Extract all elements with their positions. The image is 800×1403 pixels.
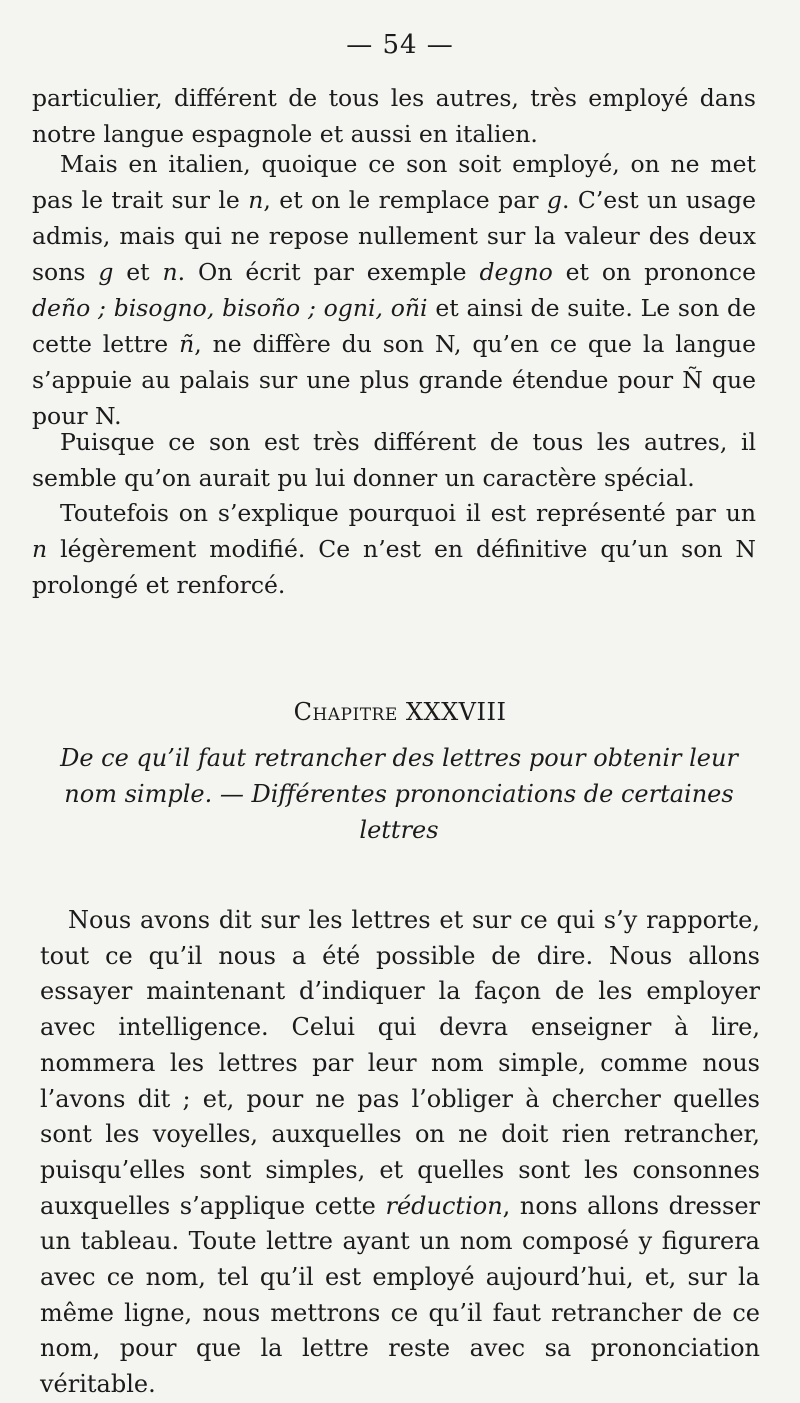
paragraph-2-indent bbox=[32, 150, 60, 178]
p2-example-2: deño ; bisogno, bisoño ; ogni, oñi bbox=[32, 294, 428, 322]
paragraph-5-indent bbox=[40, 906, 68, 934]
p2-letter-ntilde: ñ bbox=[179, 330, 195, 358]
paragraph-2 bbox=[32, 146, 756, 434]
p2-text-h: , ne diffère du son N, qu’en ce que la langue s’appuie au palais sur une plus grande étendue pour Ñ que pour N. bbox=[32, 330, 756, 430]
chapter-heading bbox=[0, 698, 800, 726]
paragraph-5 bbox=[40, 903, 760, 1403]
p2-text-c: . C’est un usage admis, mais qui ne repose nullement sur la valeur des deux sons bbox=[32, 186, 757, 286]
p2-text-d: et bbox=[113, 258, 163, 286]
paragraph-3 bbox=[32, 424, 756, 496]
p5-emphasis: réduction bbox=[385, 1191, 503, 1220]
p5-text-b: , nons allons dresser un tableau. Toute lettre ayant un nom composé y figurera avec ce nom, tel qu’il est employé aujourd’hui, et, sur la même ligne, nous mettrons ce qu’il faut retrancher de ce nom, pour que la lettre reste avec sa prononciation véritable. bbox=[40, 1191, 760, 1399]
p2-text-a: Mais en italien, quoique ce son soit employé, on ne met pas le trait sur le bbox=[32, 150, 756, 214]
p4-letter-n: n bbox=[32, 535, 48, 563]
p2-letter-n: n bbox=[248, 186, 264, 214]
p2-letter-g: g bbox=[546, 186, 562, 214]
p2-text-f: et on prononce bbox=[552, 258, 756, 286]
page-number: — 54 — bbox=[346, 30, 454, 60]
paragraph-3-indent bbox=[32, 428, 60, 456]
chapter-prefix: Chapitre bbox=[293, 698, 398, 726]
p3-text: Puisque ce son est très différent de tous les autres, il semble qu’on aurait pu lui donner un caractère spécial. bbox=[32, 428, 756, 492]
p2-text-b: , et on le remplace par bbox=[263, 186, 547, 214]
p2-letter-g-2: g bbox=[98, 258, 114, 286]
p4-text-a: Toutefois on s’explique pourquoi il est représenté par un bbox=[60, 499, 756, 527]
p2-text-e: . On écrit par exemple bbox=[177, 258, 480, 286]
chapter-subtitle: De ce qu’il faut retrancher des lettres pour obtenir leur nom simple. — Différentes prononciations de certaines lettres bbox=[60, 744, 738, 844]
paragraph-4 bbox=[32, 495, 756, 603]
paragraph-1: particulier, différent de tous les autres, très employé dans notre langue espagnole et aussi en italien. bbox=[32, 84, 756, 148]
paragraph-4-indent bbox=[32, 499, 60, 527]
p2-letter-n-2: n bbox=[162, 258, 178, 286]
p4-text-b: légèrement modifié. Ce n’est en définitive qu’un son N prolongé et renforcé. bbox=[32, 535, 756, 599]
p2-example-1: degno bbox=[479, 258, 553, 286]
p5-text-a: Nous avons dit sur les lettres et sur ce qui s’y rapporte, tout ce qu’il nous a été possible de dire. Nous allons essayer maintenant d’indiquer la façon de les employer avec intelligence. Celui qui devra enseigner à lire, nommera les lettres par leur nom simple, comme nous l’avons dit ; et, pour ne pas l’obliger à chercher quelles sont les voyelles, auxquelles on ne doit rien retrancher, puisqu’elles sont simples, et quelles sont les consonnes auxquelles s’applique cette bbox=[40, 906, 760, 1220]
p2-text-g: et ainsi de suite. Le son de cette lettre bbox=[32, 294, 756, 358]
chapter-numeral: XXXVIII bbox=[405, 698, 507, 726]
